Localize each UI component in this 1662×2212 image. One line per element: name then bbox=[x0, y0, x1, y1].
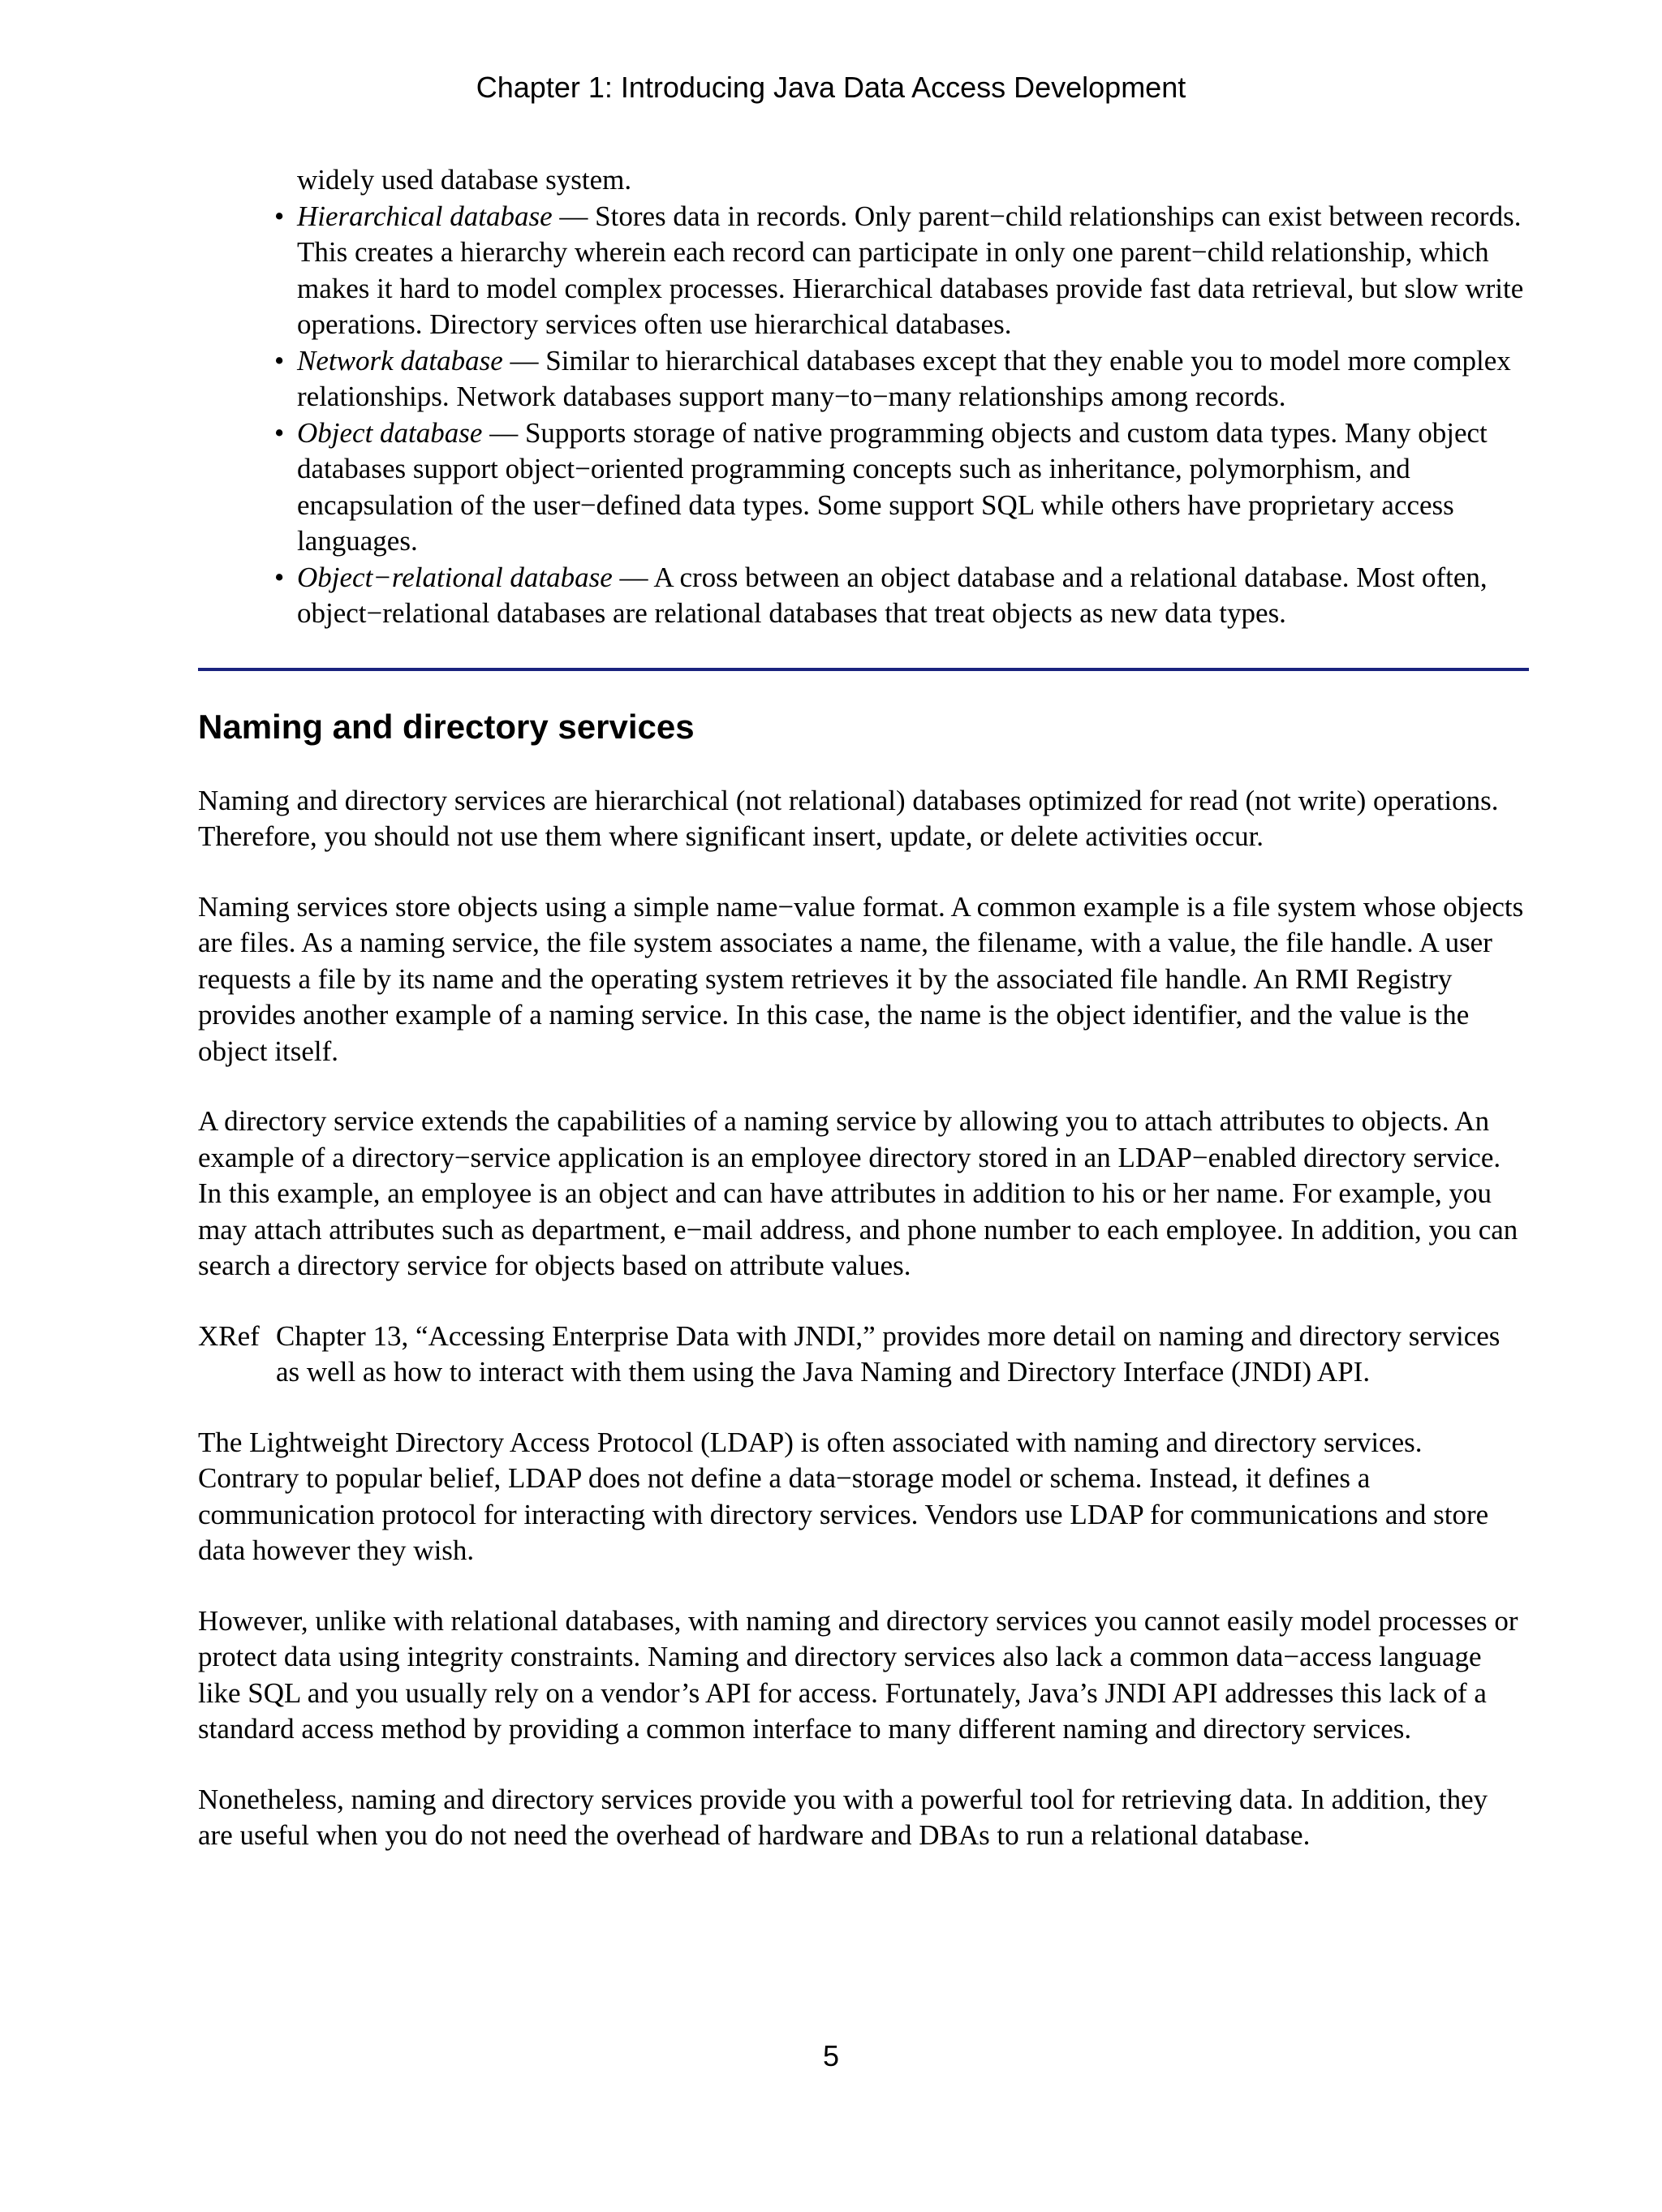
paragraph: Naming services store objects using a simple name−value format. A common example is a file system whose objects are files. As a naming service, the file system associates a name, the filename, with a value, the file handle. A user requests a file by its name and the operating system retrieves it by the associated file handle. An RMI Registry provides another example of a naming service. In this case, the name is the object identifier, and the value is the object itself. bbox=[198, 890, 1524, 1067]
xref-text: Chapter 13, “Accessing Enterprise Data with JNDI,” provides more detail on naming and directory services as well as how to interact with them using the Java Naming and Directory Interface (JNDI) API. bbox=[276, 1319, 1501, 1388]
paragraph: However, unlike with relational databases, with naming and directory services you cannot easily model processes or protect data using integrity constraints. Naming and directory services also lack a common data−access language like SQL and you usually rely on a vendor’s API for access. Fortunately, Java’s JNDI API addresses this lack of a standard access method by providing a common interface to many different naming and directory services. bbox=[198, 1604, 1518, 1745]
continued-text: widely used database system. bbox=[297, 164, 632, 196]
term-network-database: Network database bbox=[297, 344, 503, 377]
running-header: Chapter 1: Introducing Java Data Access Development bbox=[476, 71, 1186, 104]
definition-text: — Supports storage of native programming objects and custom data types. Many object databases support object−oriented programming concepts such as inheritance, polymorphism, and encapsulation of the user−defined data types. Some support SQL while others have proprietary access languages. bbox=[297, 416, 1488, 557]
list-item bbox=[198, 415, 1529, 560]
section-divider bbox=[198, 668, 1529, 671]
xref-label: XRef bbox=[198, 1319, 260, 1352]
list-item bbox=[198, 560, 1529, 632]
bullet-icon: • bbox=[274, 200, 285, 232]
paragraph: The Lightweight Directory Access Protocol (LDAP) is often associated with naming and directory services. Contrary to popular belief, LDAP does not define a data−storage model or schema. Instead, it defines a communication protocol for interacting with directory services. Vendors use LDAP for communications and store data however they wish. bbox=[198, 1426, 1489, 1566]
list-item bbox=[198, 343, 1529, 415]
paragraph: Nonetheless, naming and directory services provide you with a powerful tool for retrieving data. In addition, they are useful when you do not need the overhead of hardware and DBAs to run a relational database. bbox=[198, 1783, 1488, 1851]
definition-text: — A cross between an object database and a relational database. Most often, object−relational databases are relational databases that treat objects as new data types. bbox=[297, 561, 1488, 629]
list-item bbox=[198, 199, 1529, 343]
paragraph: Naming and directory services are hierarchical (not relational) databases optimized for read (not write) operations. Therefore, you should not use them where significant insert, update, or delete activities occur. bbox=[198, 784, 1499, 852]
term-hierarchical-database: Hierarchical database bbox=[297, 200, 553, 232]
page-number: 5 bbox=[822, 2039, 840, 2072]
paragraph: A directory service extends the capabilities of a naming service by allowing you to attach attributes to objects. An example of a directory−service application is an employee directory stored in an LDAP−enabled directory service. In this example, an employee is an object and can have attributes in addition to his or her name. For example, you may attach attributes such as department, e−mail address, and phone number to each employee. In addition, you can search a directory service for objects based on attribute values. bbox=[198, 1105, 1518, 1281]
definition-text: — Stores data in records. Only parent−child relationships can exist between records. This creates a hierarchy wherein each record can participate in only one parent−child relationship, which makes it hard to model complex processes. Hierarchical databases provide fast data retrieval, but slow write operations. Directory services often use hierarchical databases. bbox=[297, 200, 1524, 340]
bullet-icon: • bbox=[274, 344, 285, 377]
database-types-list bbox=[198, 199, 1529, 632]
term-object-relational-database: Object−relational database bbox=[297, 561, 613, 593]
bullet-icon: • bbox=[274, 416, 285, 449]
xref-note bbox=[198, 1319, 1529, 1391]
page-content bbox=[198, 162, 1529, 1854]
term-object-database: Object database bbox=[297, 416, 483, 449]
bullet-icon: • bbox=[274, 561, 285, 593]
definition-text: — Similar to hierarchical databases except that they enable you to model more complex relationships. Network databases support many−to−many relationships among records. bbox=[297, 344, 1511, 412]
section-title: Naming and directory services bbox=[198, 707, 695, 746]
